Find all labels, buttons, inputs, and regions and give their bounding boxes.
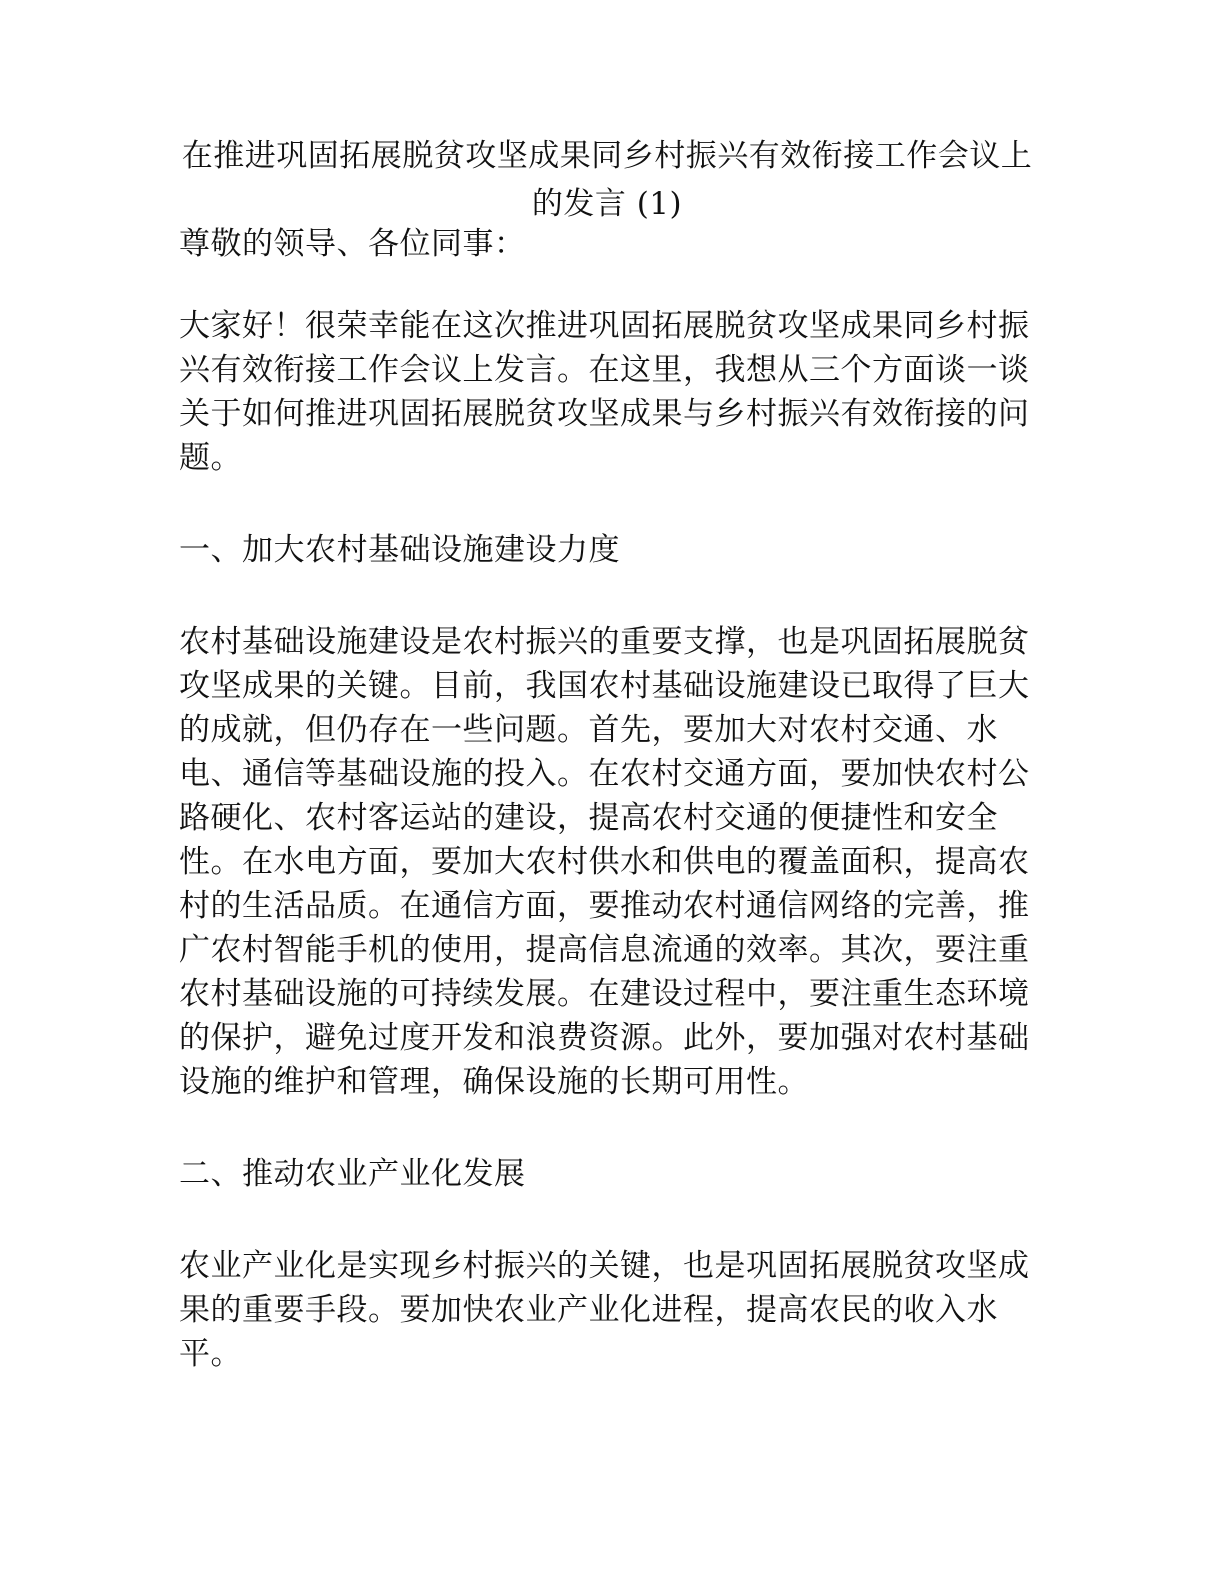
document-body: [179, 222, 1039, 1424]
section-1-heading: 一、加大农村基础设施建设力度: [179, 532, 620, 568]
section-1-paragraph: 农村基础设施建设是农村振兴的重要支撑，也是巩固拓展脱贫攻坚成果的关键。目前，我国农村基础设施建设已取得了巨大的成就，但仍存在一些问题。首先，要加大对农村交通、水电、通信等基础设施的投入。在农村交通方面，要加快农村公路硬化、农村客运站的建设，提高农村交通的便捷性和安全性。在水电方面，要加大农村供水和供电的覆盖面积，提高农村的生活品质。在通信方面，要推动农村通信网络的完善，推广农村智能手机的使用，提高信息流通的效率。其次，要注重农村基础设施的可持续发展。在建设过程中，要注重生态环境的保护，避免过度开发和浪费资源。此外，要加强对农村基础设施的维护和管理，确保设施的长期可用性。: [179, 624, 1030, 1100]
document-title: 在推进巩固拓展脱贫攻坚成果同乡村振兴有效衔接工作会议上的发言 (1): [181, 138, 1033, 222]
section-2-heading: 二、推动农业产业化发展: [179, 1156, 526, 1192]
intro-paragraph: 大家好！很荣幸能在这次推进巩固拓展脱贫攻坚成果同乡村振兴有效衔接工作会议上发言。在这里，我想从三个方面谈一谈关于如何推进巩固拓展脱贫攻坚成果与乡村振兴有效衔接的问题。: [179, 308, 1030, 476]
greeting: 尊敬的领导、各位同事：: [179, 226, 526, 262]
section-2-paragraph: 农业产业化是实现乡村振兴的关键，也是巩固拓展脱贫攻坚成果的重要手段。要加快农业产业化进程，提高农民的收入水平。: [179, 1248, 1030, 1372]
